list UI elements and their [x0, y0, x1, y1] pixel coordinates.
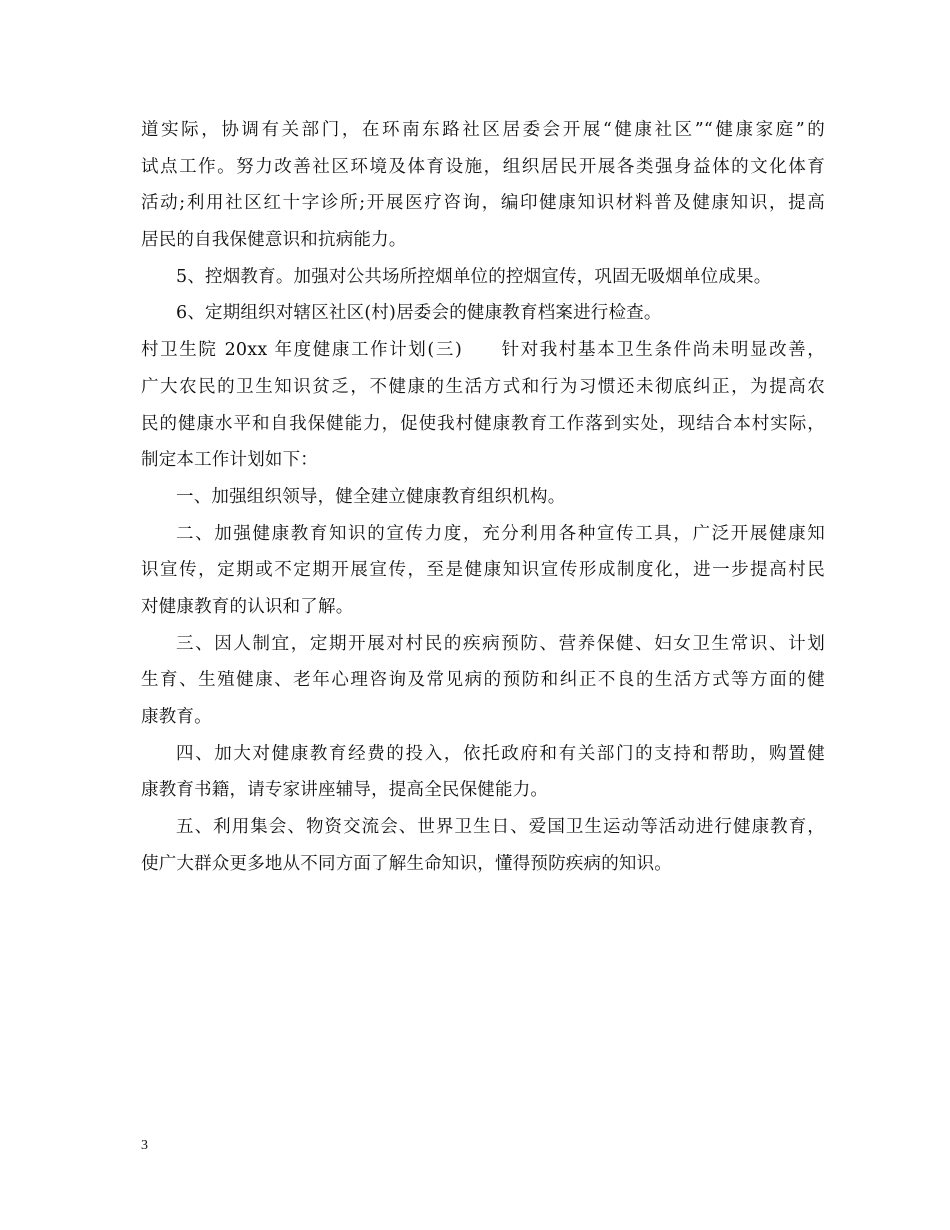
- text-line: 道实际，协调有关部门，在环南东路社区居委会开展“健康社区”“健康家庭”的: [141, 120, 825, 140]
- text-line: 5、控烟教育。加强对公共场所控烟单位的控烟宣传，巩固无吸烟单位成果。: [176, 266, 772, 287]
- text-line: 识宣传，定期或不定期开展宣传，至是健康知识宣传形成制度化，进一步提高村民: [141, 560, 825, 581]
- text-line: 对健康教育的认识和了解。: [141, 596, 354, 617]
- page-number: 3: [141, 1138, 148, 1153]
- text-line: 四、加大对健康教育经费的投入，依托政府和有关部门的支持和帮助，购置健: [176, 743, 825, 764]
- text-line: 康教育。: [141, 707, 212, 727]
- text-line: 三、因人制宜，定期开展对村民的疾病预防、营养保健、妇女卫生常识、计划: [176, 633, 825, 654]
- text-line: 五、利用集会、物资交流会、世界卫生日、爱国卫生运动等活动进行健康教育，: [176, 817, 825, 838]
- text-line: 使广大群众更多地从不同方面了解生命知识，懂得预防疾病的知识。: [141, 853, 672, 874]
- text-line: 二、加强健康教育知识的宣传力度，充分利用各种宣传工具，广泛开展健康知: [176, 523, 825, 544]
- document-body: [141, 112, 825, 882]
- text-line: 活动;利用社区红十字诊所;开展医疗咨询，编印健康知识材料普及健康知识，提高: [141, 193, 825, 214]
- text-line: 一、加强组织领导，健全建立健康教育组织机构。: [176, 486, 566, 507]
- text-line: 康教育书籍，请专家讲座辅导，提高全民保健能力。: [141, 780, 549, 801]
- text-line: 生育、生殖健康、老年心理咨询及常见病的预防和纠正不良的生活方式等方面的健: [141, 670, 825, 691]
- section-heading-line: 村卫生院 20xx 年度健康工作计划(三) 针对我村基本卫生条件尚未明显改善，: [141, 340, 825, 361]
- text-line: 试点工作。努力改善社区环境及体育设施，组织居民开展各类强身益体的文化体育: [141, 156, 825, 177]
- text-line: 居民的自我保健意识和抗病能力。: [141, 230, 407, 251]
- text-line: 6、定期组织对辖区社区(村)居委会的健康教育档案进行检查。: [176, 303, 662, 324]
- text-line: 制定本工作计划如下：: [141, 450, 318, 471]
- text-line: 广大农民的卫生知识贫乏，不健康的生活方式和行为习惯还未彻底纠正，为提高农: [141, 376, 825, 397]
- text-line: 民的健康水平和自我保健能力，促使我村健康教育工作落到实处，现结合本村实际，: [141, 413, 825, 434]
